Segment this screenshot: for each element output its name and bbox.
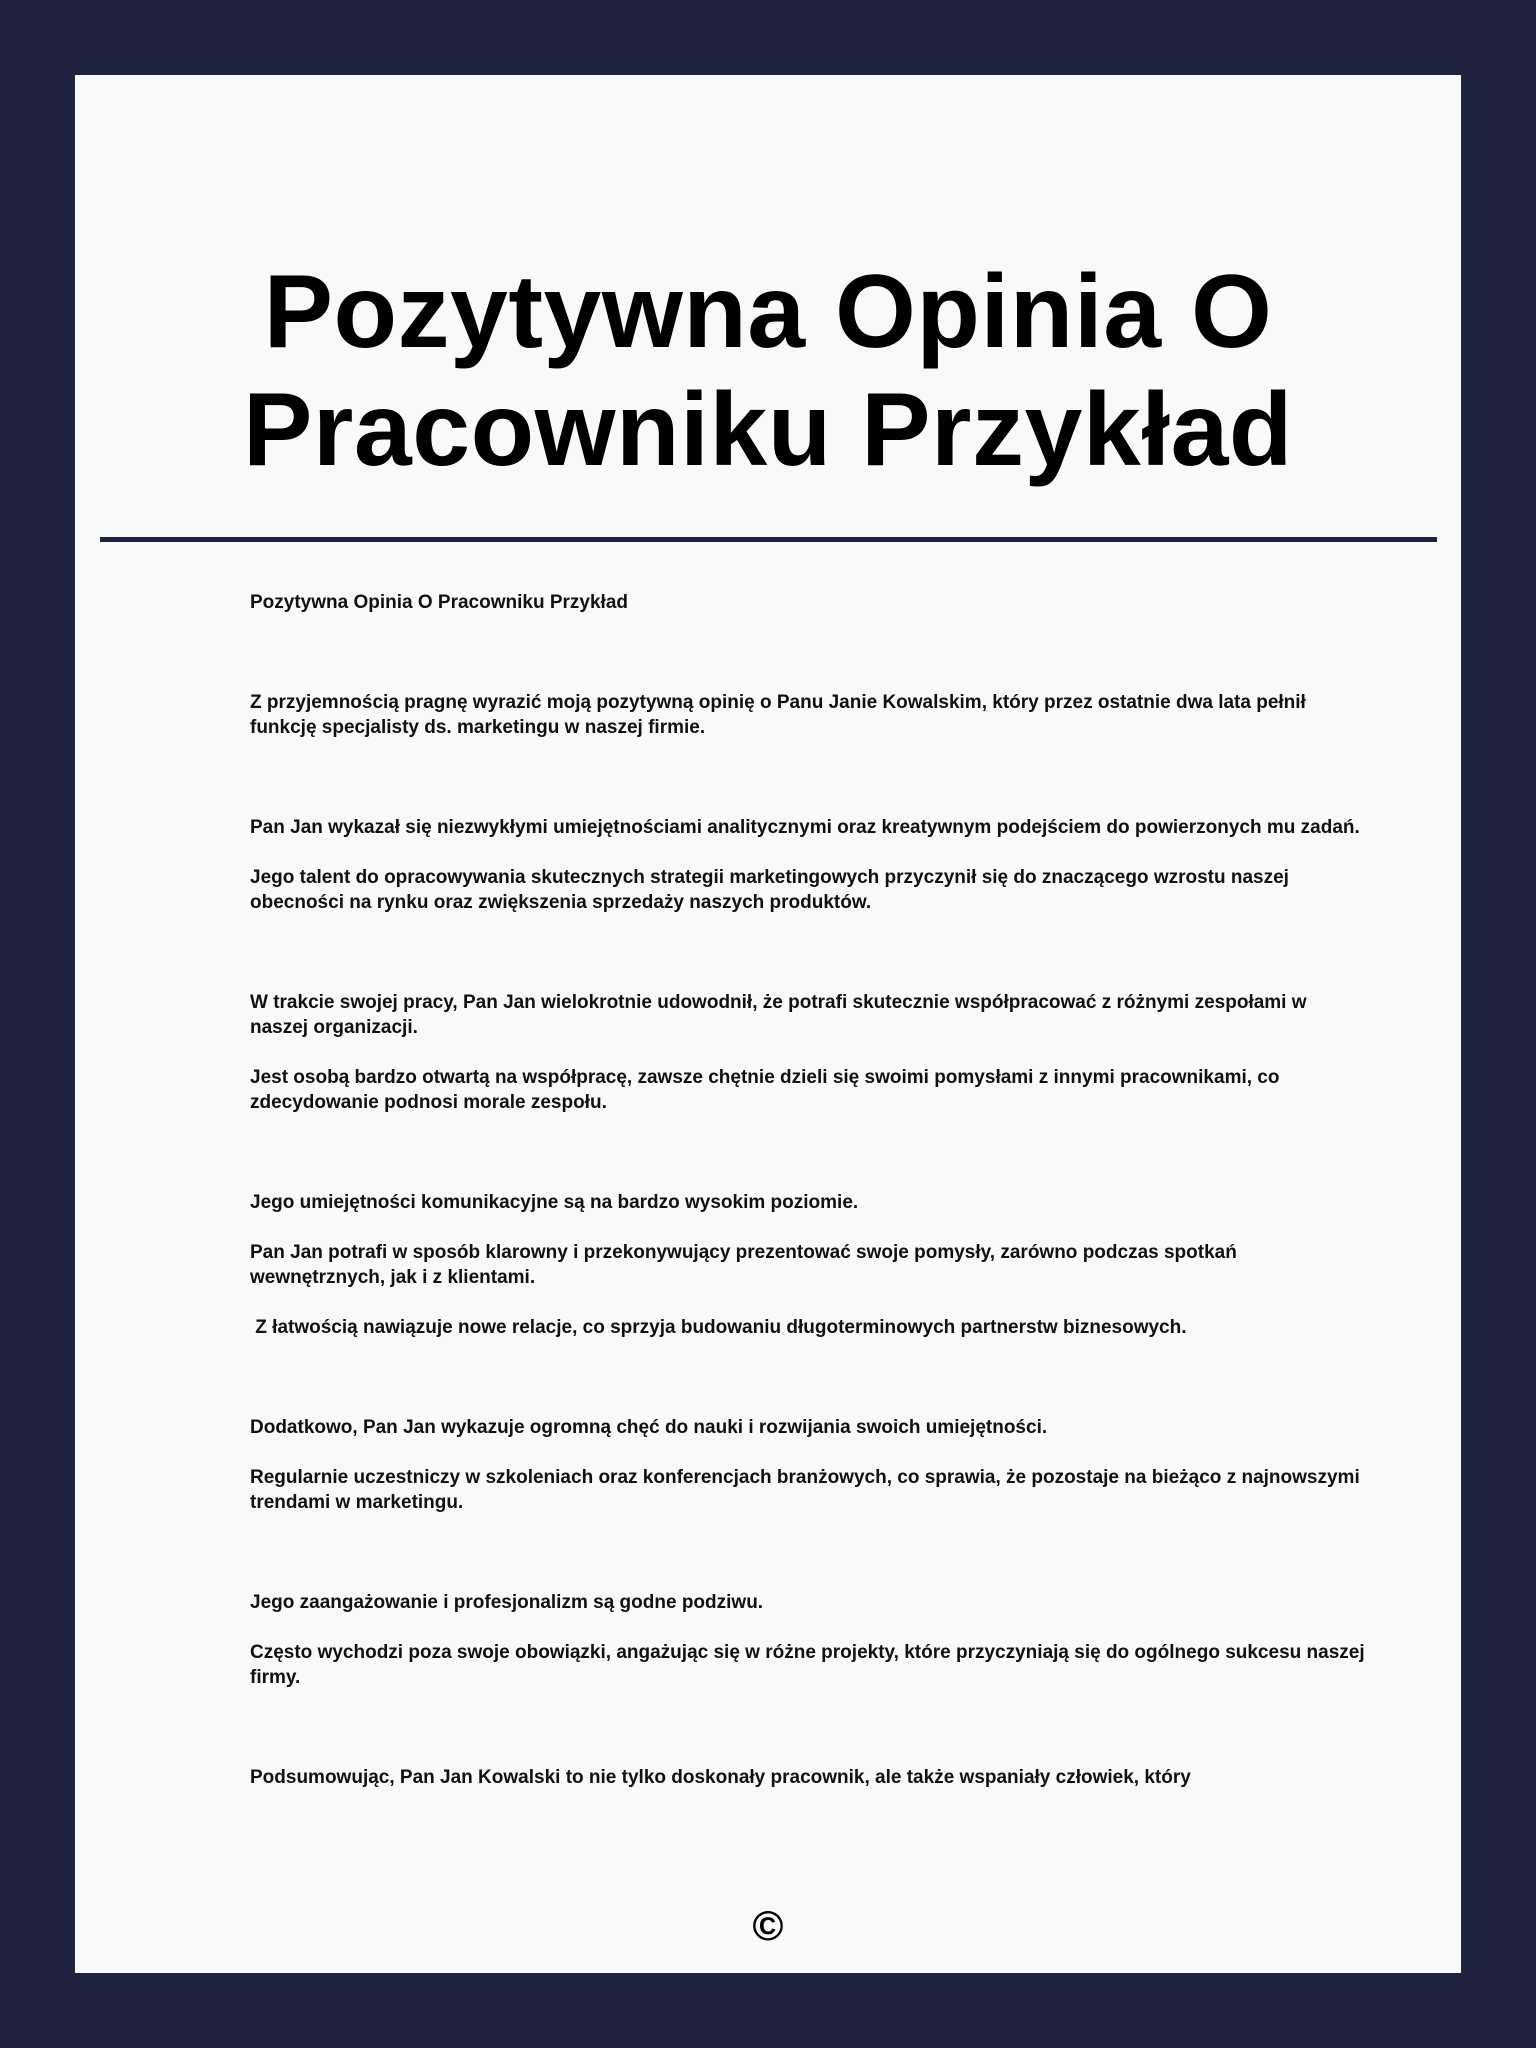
copyright-symbol: ©: [752, 1902, 784, 1949]
paragraph: Z przyjemnością pragnę wyrazić moją pozytywną opinię o Panu Janie Kowalskim, który przez ostatnie dwa lata pełnił funkcję specjalisty ds. marketingu w naszej firmie.: [250, 692, 1306, 738]
title-divider: [100, 537, 1437, 542]
paragraph: W trakcie swojej pracy, Pan Jan wielokrotnie udowodnił, że potrafi skutecznie współpracować z różnymi zespołami w naszej organizacji.: [250, 992, 1307, 1038]
paragraph: Jego umiejętności komunikacyjne są na bardzo wysokim poziomie.: [250, 1192, 859, 1213]
paragraph: Podsumowując, Pan Jan Kowalski to nie tylko doskonały pracownik, ale także wspaniały człowiek, który: [250, 1767, 1191, 1788]
paragraph: Pan Jan wykazał się niezwykłymi umiejętnościami analitycznymi oraz kreatywnym podejściem do powierzonych mu zadań.: [250, 817, 1360, 838]
article-body: [250, 590, 1365, 1790]
paragraph: Jego talent do opracowywania skutecznych strategii marketingowych przyczynił się do znaczącego wzrostu naszej obecności na rynku oraz zwiększenia sprzedaży naszych produktów.: [250, 867, 1289, 913]
paragraph: Jest osobą bardzo otwartą na współpracę, zawsze chętnie dzieli się swoimi pomysłami z innymi pracownikami, co zdecydowanie podnosi morale zespołu.: [250, 1067, 1280, 1113]
page-title: Pozytywna Opinia O Pracowniku Przykład: [243, 254, 1293, 488]
document-page: [75, 75, 1461, 1973]
paragraph: Jego zaangażowanie i profesjonalizm są godne podziwu.: [250, 1592, 764, 1613]
paragraph: Z łatwością nawiązuje nowe relacje, co sprzyja budowaniu długoterminowych partnerstw biznesowych.: [250, 1317, 1187, 1338]
paragraph: Często wychodzi poza swoje obowiązki, angażując się w różne projekty, które przyczyniają się do ogólnego sukcesu naszej firmy.: [250, 1642, 1365, 1688]
paragraph: Dodatkowo, Pan Jan wykazuje ogromną chęć do nauki i rozwijania swoich umiejętności.: [250, 1417, 1048, 1438]
paragraph: Pan Jan potrafi w sposób klarowny i przekonywujący prezentować swoje pomysły, zarówno podczas spotkań wewnętrznych, jak i z klientami.: [250, 1242, 1237, 1288]
paragraph: Regularnie uczestniczy w szkoleniach oraz konferencjach branżowych, co sprawia, że pozostaje na bieżąco z najnowszymi trendami w marketingu.: [250, 1467, 1360, 1513]
article-subtitle: Pozytywna Opinia O Pracowniku Przykład: [250, 592, 628, 613]
